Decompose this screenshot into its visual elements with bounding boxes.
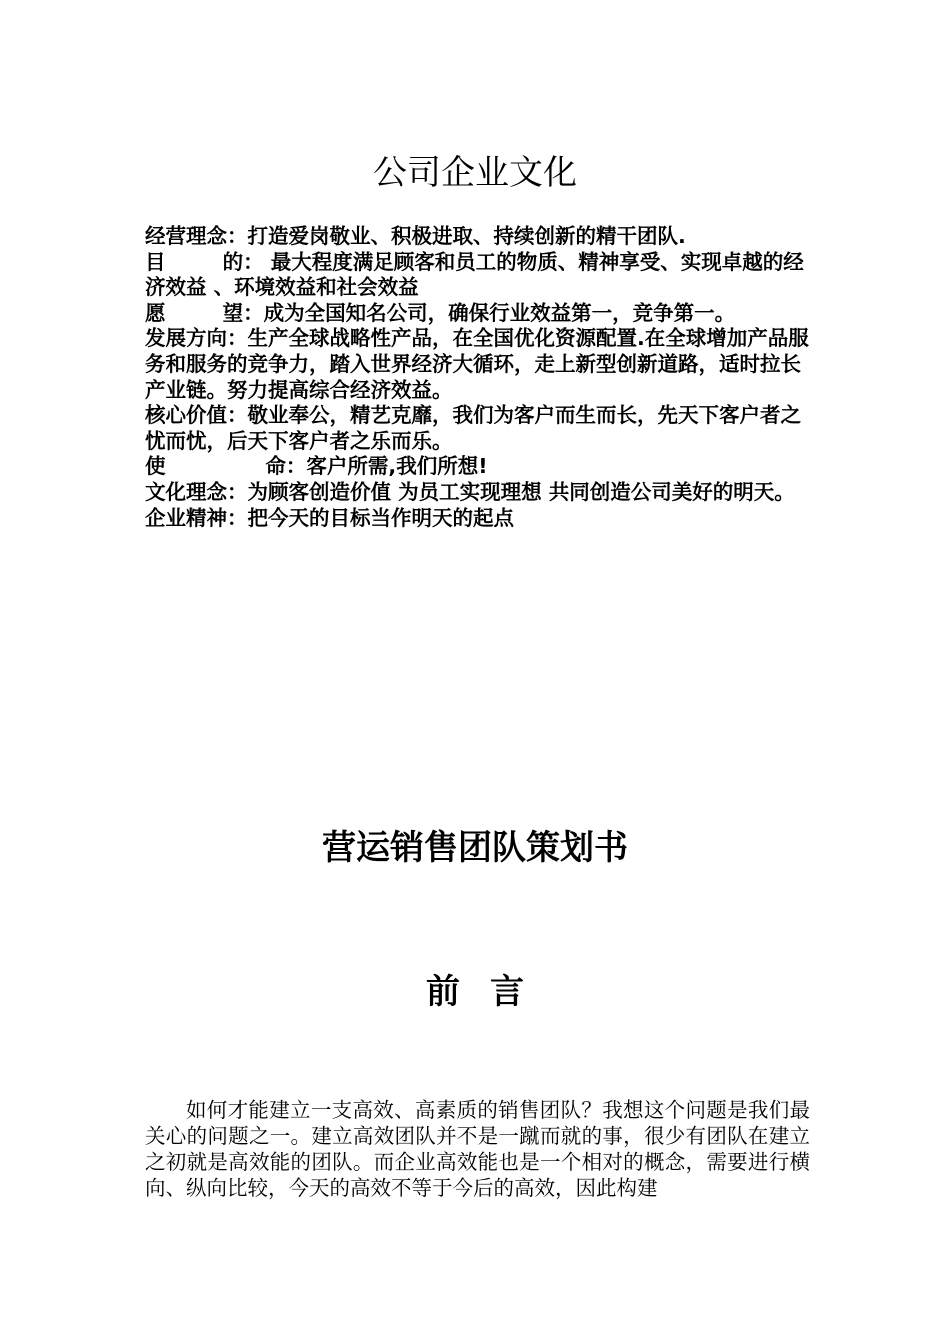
preface-paragraph: 如何才能建立一支高效、高素质的销售团队？我想这个问题是我们最关心的问题之一。建立高效团队并不是一蹴而就的事，很少有团队在建立之初就是高效能的团队。而企业高效能也是一个相对的概念，需要进行横向、纵向比较，今天的高效不等于今后的高效，因此构建 xyxy=(145,1098,810,1200)
culture-item-mission xyxy=(145,454,810,480)
culture-item-label: 目 的： xyxy=(145,249,264,274)
culture-item-label: 核心价值： xyxy=(145,403,248,428)
culture-item-label: 愿 望： xyxy=(145,300,264,325)
culture-item-text: 成为全国知名公司，确保行业效益第一，竞争第一。 xyxy=(263,300,736,325)
preface-title-char: 前 xyxy=(426,972,460,1012)
culture-item-text: 客户所需,我们所想! xyxy=(306,454,488,479)
culture-item-business-philosophy xyxy=(145,224,810,250)
culture-item-label: 发展方向： xyxy=(145,326,248,351)
culture-item-label: 文化理念： xyxy=(145,479,248,504)
culture-item-text: 生产全球战略性产品，在全国优化资源配置.在全球增加产品服务和服务的竞争力，踏入世界经济大循环，走上新型创新道路，适时拉长产业链。努力提高综合经济效益。 xyxy=(145,326,809,402)
preface-title xyxy=(0,972,950,1012)
culture-item-text: 把今天的目标当作明天的起点 xyxy=(247,505,514,530)
culture-item-enterprise-spirit xyxy=(145,506,810,532)
culture-item-text: 为顾客创造价值 为员工实现理想 共同创造公司美好的明天。 xyxy=(247,479,795,504)
culture-title: 公司企业文化 xyxy=(373,153,577,193)
culture-item-vision xyxy=(145,301,810,327)
preface-title-char: 言 xyxy=(490,972,524,1012)
culture-item-label: 使 命： xyxy=(145,454,307,479)
culture-item-culture-concept xyxy=(145,480,810,506)
culture-list xyxy=(145,224,810,531)
culture-item-text: 最大程度满足顾客和员工的物质、精神享受、实现卓越的经济效益 、环境效益和社会效益 xyxy=(145,249,804,300)
culture-item-text: 打造爱岗敬业、积极进取、持续创新的精干团队. xyxy=(247,224,686,248)
culture-item-label: 经营理念： xyxy=(145,224,248,248)
culture-item-text: 敬业奉公，精艺克靡，我们为客户而生而长，先天下客户者之忧而忧，后天下客户者之乐而乐。 xyxy=(145,403,801,453)
culture-item-direction xyxy=(145,326,810,403)
plan-title: 营运销售团队策划书 xyxy=(322,828,628,868)
culture-item-purpose xyxy=(145,250,810,301)
culture-item-label: 企业精神： xyxy=(145,505,248,530)
culture-item-core-value xyxy=(145,403,810,454)
